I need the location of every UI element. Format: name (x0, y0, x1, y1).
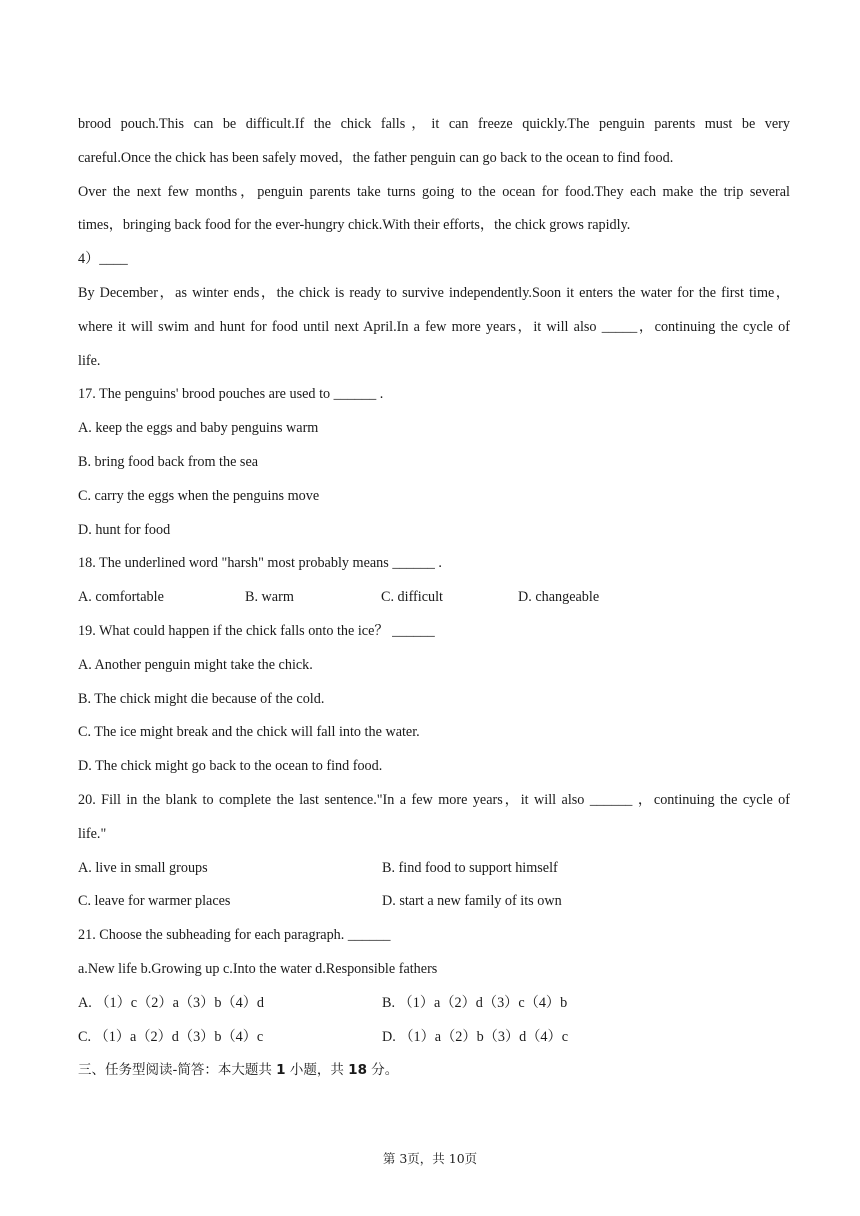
section-question-count: 1 (276, 1062, 286, 1079)
question-17-option-b: B. bring food back from the sea (78, 453, 259, 470)
section-heading-prefix: 三、任务型阅读-简答：本大题共 (78, 1062, 277, 1079)
question-20-options-row1 (78, 852, 790, 886)
question-19-option-c: C. The ice might break and the chick will fall into the water. (78, 724, 420, 741)
question-18-options (78, 581, 790, 615)
section-heading-suffix: 分。 (366, 1062, 399, 1079)
question-21-subheadings: a.New life b.Growing up c.Into the water d.Responsible fathers (78, 960, 438, 977)
paragraph-heading-blank: 4）____ (78, 251, 128, 268)
question-18-option-b: B. warm (245, 589, 294, 606)
question-19-option-b: B. The chick might die because of the cold. (78, 690, 325, 707)
passage-line: By December，as winter ends，the chick is ready to survive independently.Soon it enters the water for the first time， (78, 284, 790, 301)
question-21-option-a: A. （1）c（2）a（3）b（4）d (78, 994, 264, 1011)
passage-line: Over the next few months，penguin parents take turns going to the ocean for food.They each make the trip several (78, 183, 790, 200)
question-20-option-a: A. live in small groups (78, 859, 208, 876)
question-18-option-d: D. changeable (518, 589, 600, 606)
question-21-option-d: D. （1）a（2）b（3）d（4）c (382, 1028, 568, 1045)
question-20-option-d: D. start a new family of its own (382, 893, 562, 910)
document-page (78, 108, 790, 1088)
question-20-options-row2 (78, 885, 790, 919)
passage-line: life. (78, 352, 101, 369)
section-heading-middle: 小题，共 (285, 1062, 349, 1079)
question-17-stem: 17. The penguins' brood pouches are used to ______ . (78, 386, 384, 403)
question-17-option-d: D. hunt for food (78, 521, 171, 538)
page-footer: 第 3页，共 10页 (382, 1151, 478, 1166)
question-20-stem: 20. Fill in the blank to complete the last sentence."In a few more years，it will also ______ ，continuing the cycle of (78, 791, 790, 808)
passage-line: where it will swim and hunt for food until next April.In a few more years，it will also _____，continuing the cycle of (78, 318, 790, 335)
question-21-options-row1 (78, 987, 790, 1021)
question-18-stem: 18. The underlined word "harsh" most probably means ______ . (78, 555, 442, 572)
question-17-option-a: A. keep the eggs and baby penguins warm (78, 420, 319, 437)
question-20-option-c: C. leave for warmer places (78, 893, 231, 910)
question-20-option-b: B. find food to support himself (382, 859, 558, 876)
question-21-stem: 21. Choose the subheading for each paragraph. ______ (78, 927, 391, 944)
section-heading (78, 1054, 790, 1088)
passage-line: brood pouch.This can be difficult.If the chick falls，it can freeze quickly.The penguin parents must be very (78, 116, 790, 132)
passage-line: careful.Once the chick has been safely moved，the father penguin can go back to the ocean to find food. (78, 149, 674, 166)
question-21-options-row2 (78, 1021, 790, 1055)
passage-line: times，bringing back food for the ever-hungry chick.With their efforts，the chick grows rapidly. (78, 217, 631, 234)
question-19-stem: 19. What could happen if the chick falls onto the ice？ ______ (78, 622, 435, 639)
question-19-option-a: A. Another penguin might take the chick. (78, 656, 313, 673)
question-21-option-c: C. （1）a（2）d（3）b（4）c (78, 1028, 264, 1045)
question-20-stem-cont: life." (78, 825, 107, 842)
section-score: 18 (348, 1062, 367, 1079)
question-21-option-b: B. （1）a（2）d（3）c（4）b (382, 994, 568, 1011)
question-18-option-a: A. comfortable (78, 589, 164, 606)
question-19-option-d: D. The chick might go back to the ocean to find food. (78, 758, 383, 775)
question-18-option-c: C. difficult (381, 589, 444, 606)
question-17-option-c: C. carry the eggs when the penguins move (78, 487, 320, 504)
